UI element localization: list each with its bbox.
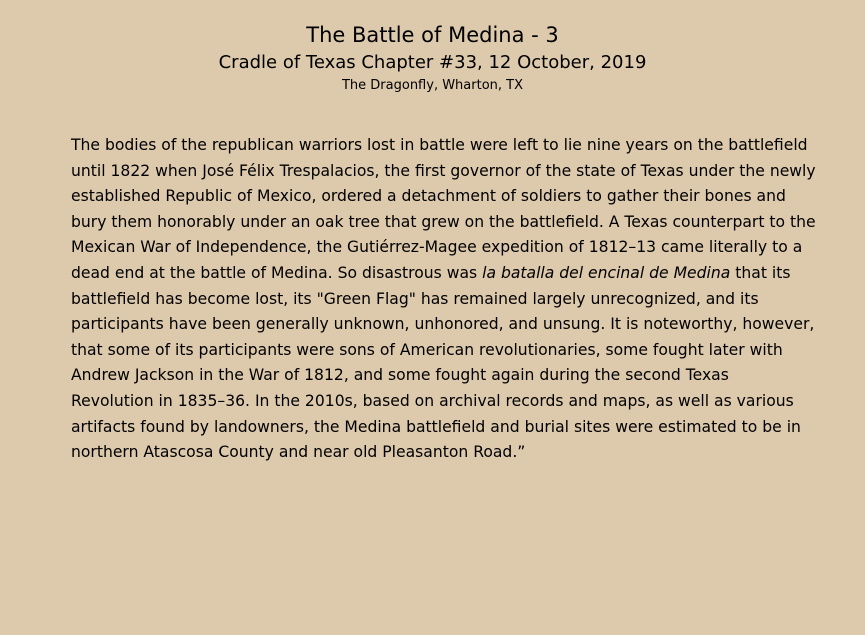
body-paragraph xyxy=(71,133,816,466)
slide-subtitle: Cradle of Texas Chapter #33, 12 October, 2019 xyxy=(218,52,647,73)
slide-header xyxy=(0,20,865,96)
body-text-italic-phrase: la batalla del encinal de Medina xyxy=(482,263,731,282)
body-text-part-2: that its battlefield has become lost, its "Green Flag" has remained largely unrecognized, and its participants have been generally unknown, unhonored, and unsung. It is noteworthy, however, that some of its participants were sons of American revolutionaries, some fought later with Andrew Jackson in the War of 1812, and some fought again during the second Texas Revolution in 1835–36. In the 2010s, based on archival records and maps, as well as various artifacts found by landowners, the Medina battlefield and burial sites were estimated to be in northern Atascosa County and near old Pleasanton Road.” xyxy=(71,263,815,462)
slide-title: The Battle of Medina - 3 xyxy=(306,23,559,47)
body-text-part-1: The bodies of the republican warriors lost in battle were left to lie nine years on the battlefield until 1822 when José Félix Trespalacios, the first governor of the state of Texas under the newly established Republic of Mexico, ordered a detachment of soldiers to gather their bones and bury them honorably under an oak tree that grew on the battlefield. A Texas counterpart to the Mexican War of Independence, the Gutiérrez-Magee expedition of 1812–13 came literally to a dead end at the battle of Medina. So disastrous was xyxy=(71,136,816,282)
slide-location: The Dragonfly, Wharton, TX xyxy=(341,78,524,93)
